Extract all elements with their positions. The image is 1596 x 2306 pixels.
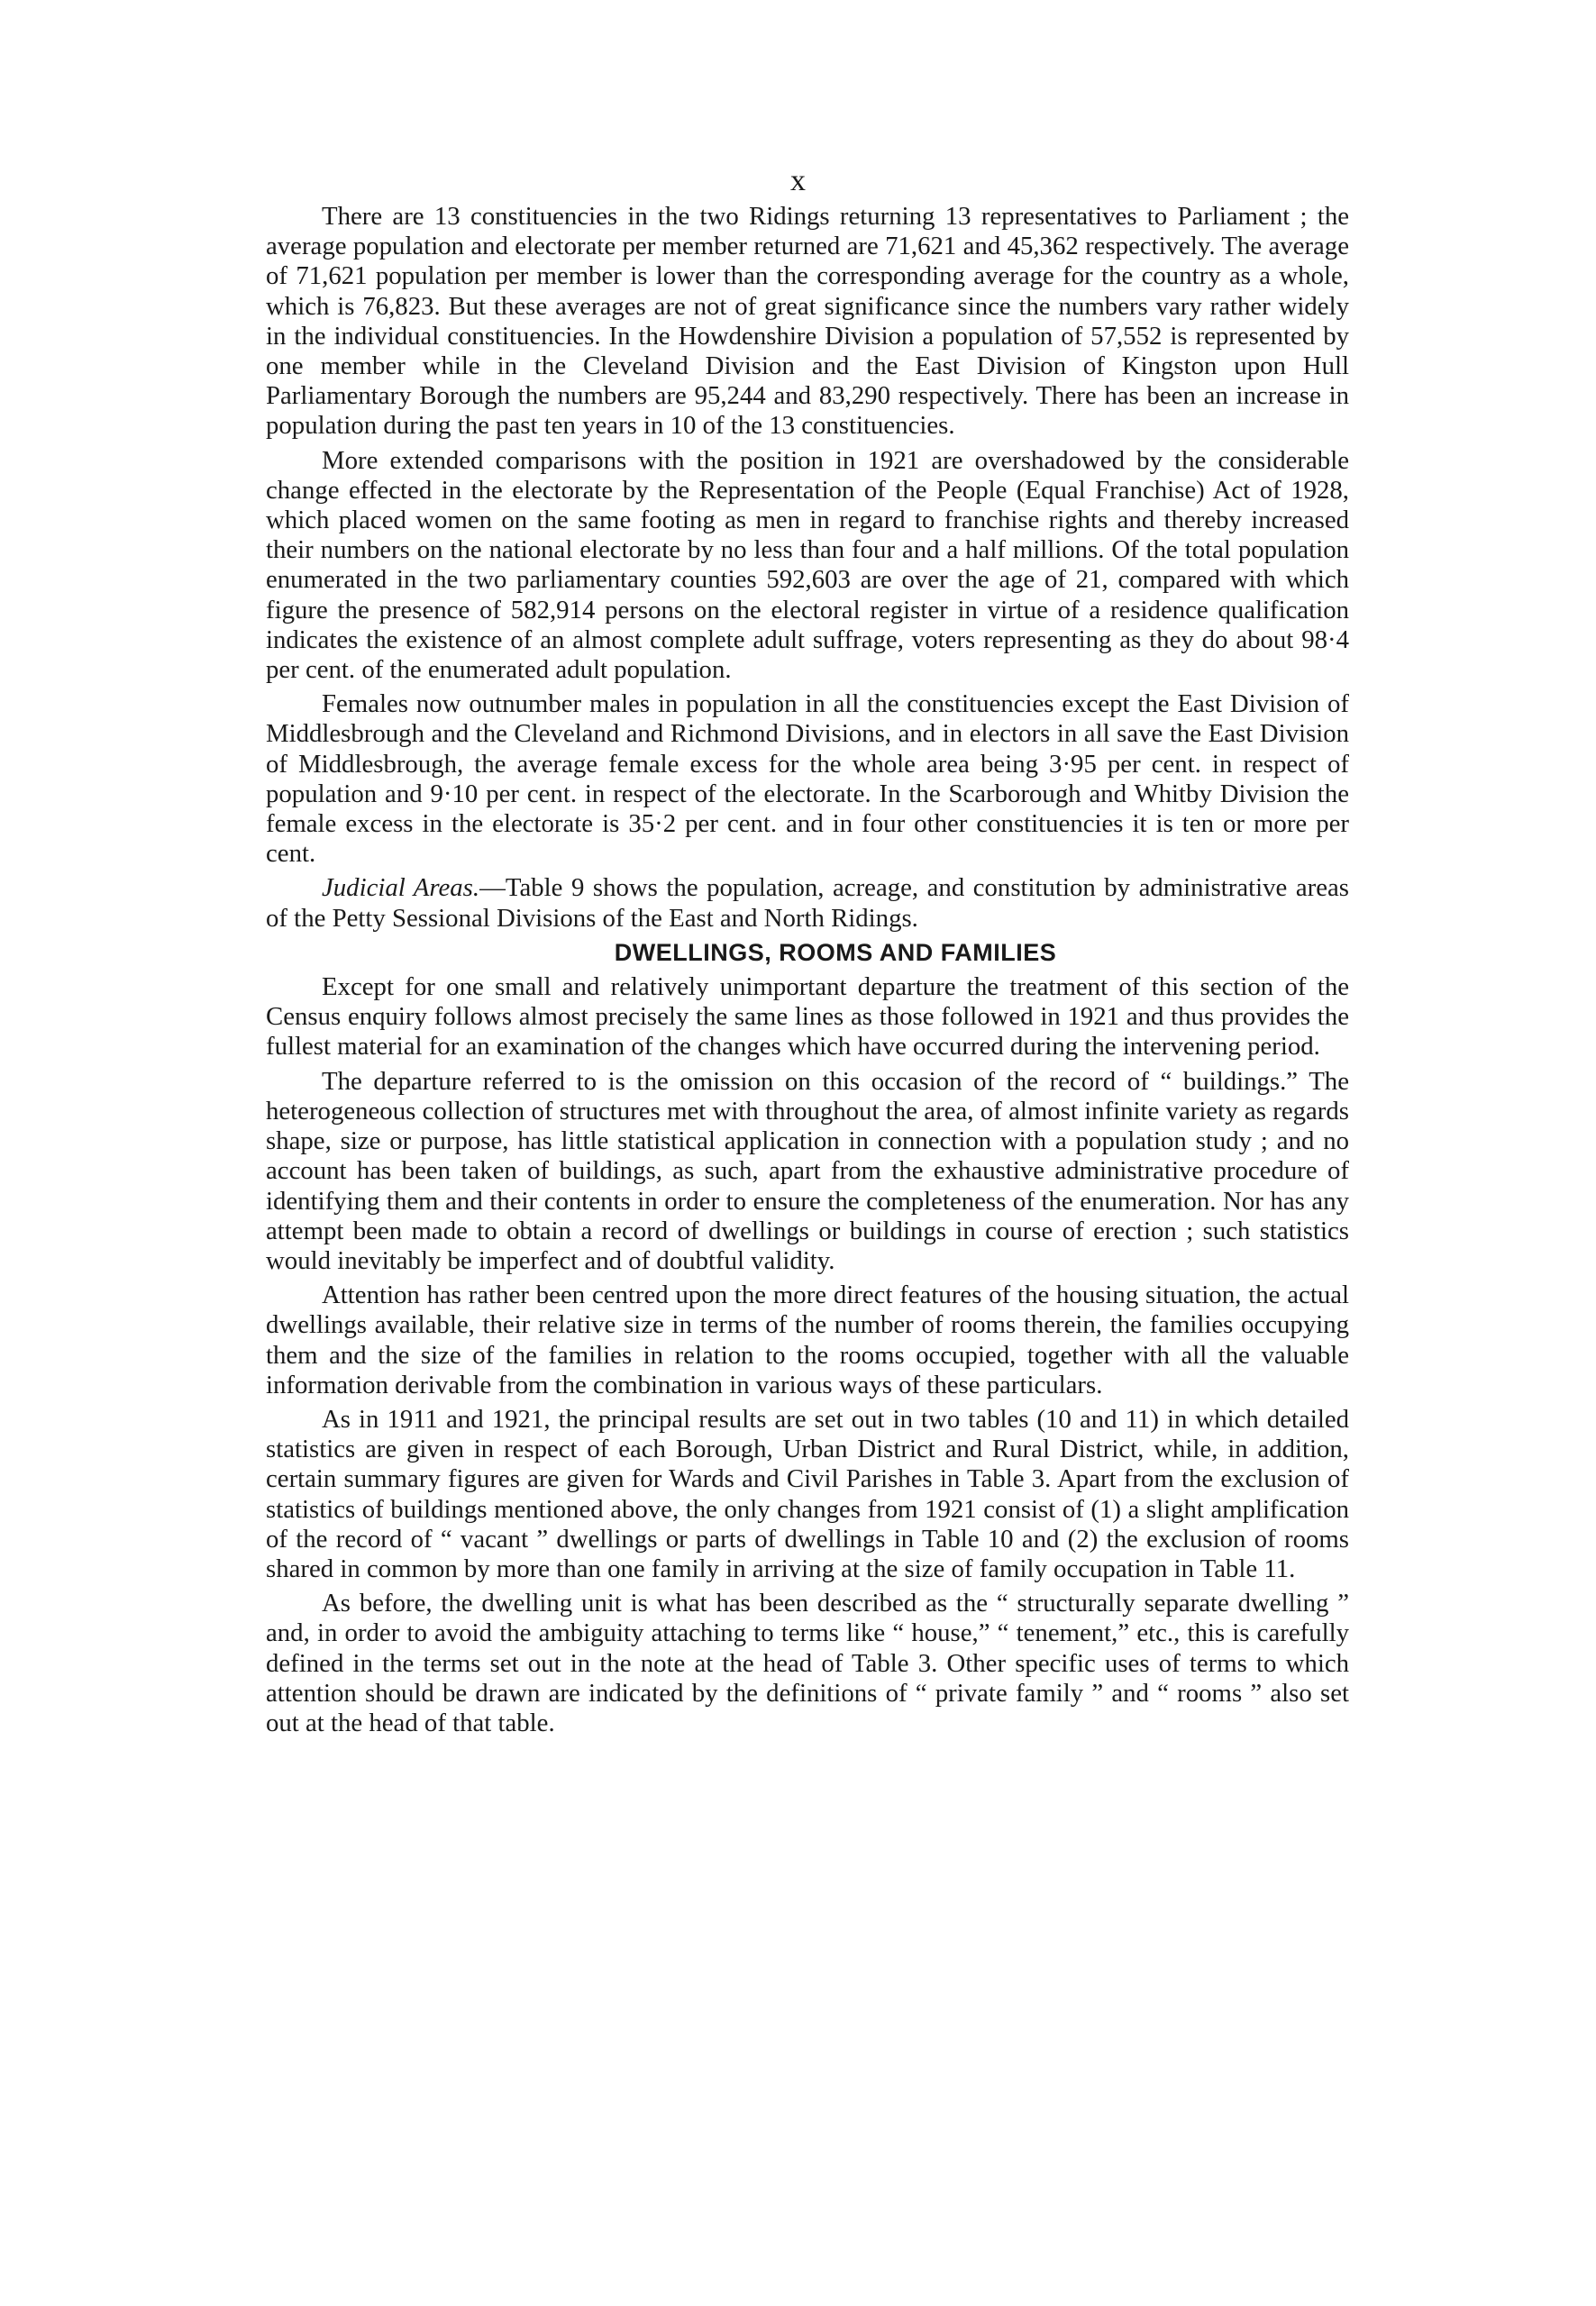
page-number: x <box>790 164 806 197</box>
paragraph-franchise: More extended comparisons with the position in 1921 are overshadowed by the considerable change effected in the electorate by the Representation of the People (Equal Franchise) Act of 1928, which placed women on the same footing as men in regard to franchise rights and thereby increased their numbers on the national electorate by no less than four and a half millions. Of the total population enumerated in the two parliamentary counties 592,603 are over the age of 21, compared with which figure the presence of 582,914 persons on the electoral register in virtue of a residence qualification indicates the existence of an almost complete adult suffrage, voters representing as they do about 98·4 per cent. of the enumerated adult population. <box>266 445 1349 685</box>
paragraph-judicial-areas <box>266 873 1349 933</box>
judicial-areas-text: —Table 9 shows the population, acreage, and constitution by administrative areas of the Petty Sessional Divisions of the East and North Ridings. <box>266 873 1349 933</box>
section-heading: DWELLINGS, ROOMS AND FAMILIES <box>614 938 1057 966</box>
paragraph-females: Females now outnumber males in population in all the constituencies except the East Division of Middlesbrough and the Cleveland and Richmond Divisions, and in electors in all save the East Division of Middlesbrough, the average female excess for the whole area being 3·95 per cent. in respect of population and 9·10 per cent. in respect of the electorate. In the Scarborough and Whitby Division the female excess in the electorate is 35·2 per cent. and in four other constituencies it is ten or more per cent. <box>266 689 1349 869</box>
paragraph-departure-intro: Except for one small and relatively unimportant departure the treatment of this section of the Census enquiry follows almost precisely the same lines as those followed in 1921 and thus provides the fullest material for an examination of the changes which have occurred during the intervening period. <box>266 972 1349 1062</box>
text-column <box>266 202 1349 1743</box>
paragraph-dwelling-unit: As before, the dwelling unit is what has been described as the “ structurally separate dwelling ” and, in order to avoid the ambiguity attaching to terms like “ house,” “ tenement,” etc., this is carefully defined in the terms set out in the note at the head of Table 3. Other specific uses of terms to which attention should be drawn are indicated by the definitions of “ private family ” and “ rooms ” also set out at the head of that table. <box>266 1589 1349 1737</box>
paragraph-attention: Attention has rather been centred upon the more direct features of the housing situation, the actual dwellings available, their relative size in terms of the number of rooms therein, the families occupying them and the size of the families in relation to the rooms occupied, together with all the valuable information derivable from the combination in various ways of these particulars. <box>266 1281 1349 1399</box>
paragraph-buildings: The departure referred to is the omission on this occasion of the record of “ buildings.” The heterogeneous collection of structures met with throughout the area, of almost infinite variety as regards shape, size or purpose, has little statistical application in connection with a population study ; and no account has been taken of buildings, as such, apart from the exhaustive administrative procedure of identifying them and their contents in order to ensure the completeness of the enumeration. Nor has any attempt been made to obtain a record of dwellings or buildings in course of erection ; such statistics would inevitably be imperfect and of doubtful validity. <box>266 1066 1349 1275</box>
paragraph-constituencies: There are 13 constituencies in the two Ridings returning 13 representatives to Parliament ; the average population and electorate per member returned are 71,621 and 45,362 respectively. The average of 71,621 population per member is lower than the corresponding average for the country as a whole, which is 76,823. But these averages are not of great significance since the numbers vary rather widely in the individual constituencies. In the Howdenshire Division a population of 57,552 is represented by one member while in the Cleveland Division and the East Division of Kingston upon Hull Parliamentary Borough the numbers are 95,244 and 83,290 respectively. There has been an increase in population during the past ten years in 10 of the 13 constituencies. <box>266 202 1349 441</box>
paragraph-tables: As in 1911 and 1921, the principal results are set out in two tables (10 and 11) in which detailed statistics are given in respect of each Borough, Urban District and Rural District, while, in addition, certain summary figures are given for Wards and Civil Parishes in Table 3. Apart from the exclusion of statistics of buildings mentioned above, the only changes from 1921 consist of (1) a slight amplification of the record of “ vacant ” dwellings or parts of dwellings in Table 10 and (2) the exclusion of rooms shared in common by more than one family in arriving at the size of family occupation in Table 11. <box>266 1404 1349 1583</box>
judicial-areas-run-in: Judicial Areas. <box>322 873 480 903</box>
